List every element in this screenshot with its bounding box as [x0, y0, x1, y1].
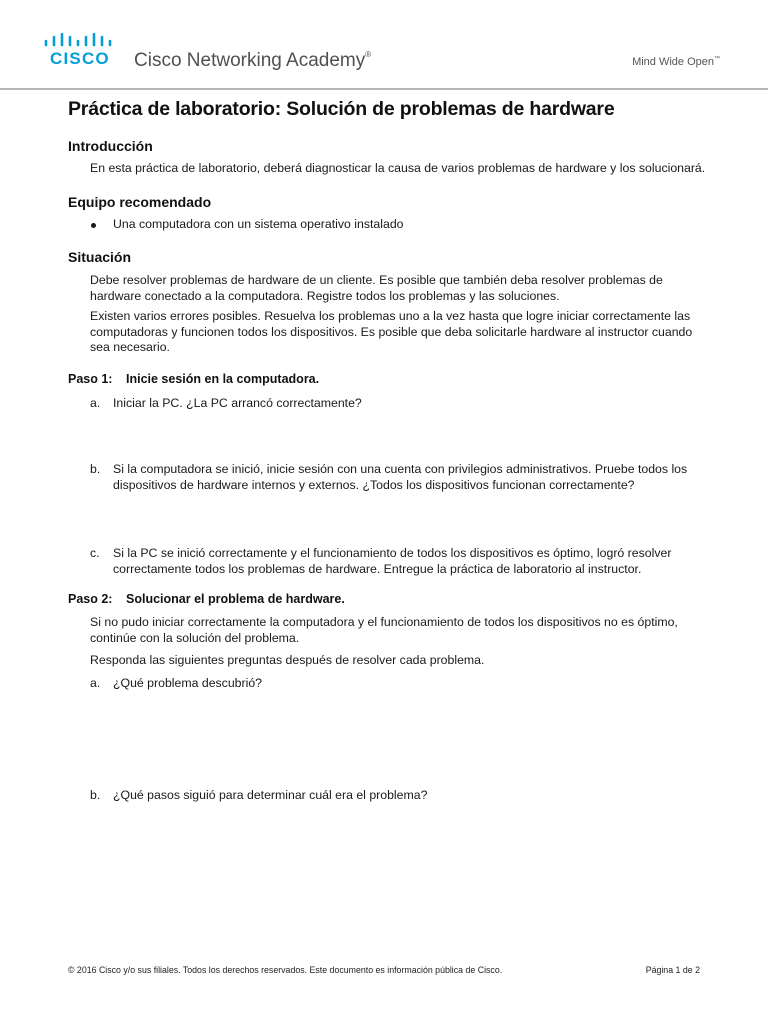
- cisco-bridge-logo-icon: [44, 33, 114, 47]
- section-heading-scenario: Situación: [68, 249, 132, 265]
- header-divider: [0, 88, 768, 90]
- list-item: b. Si la computadora se inició, inicie sesión con una cuenta con privilegios administrativos. Pruebe todos los dispositivos de hardware internos y externos. ¿Todos los dispositivos funcionan correctamente?: [90, 462, 688, 492]
- intro-text: En esta práctica de laboratorio, deberá diagnosticar la causa de varios problemas de hardware y los solucionará.: [90, 161, 706, 175]
- section-heading-intro: Introducción: [68, 138, 153, 154]
- section-heading-equipment: Equipo recomendado: [68, 193, 212, 210]
- list-item: a. Iniciar la PC. ¿La PC arrancó correctamente?: [90, 395, 362, 410]
- page-number: Página 1 de 2: [645, 965, 700, 975]
- copyright-notice: © 2016 Cisco y/o sus filiales. Todos los derechos reservados. Este documento es información pública de Cisco.: [68, 965, 503, 975]
- bullet-icon: [91, 223, 96, 228]
- list-item: a. ¿Qué problema descubrió?: [90, 675, 263, 690]
- document-body: [68, 96, 708, 804]
- page-title: Práctica de laboratorio: Solución de problemas de hardware: [68, 98, 615, 120]
- tagline: Mind Wide Open™: [632, 56, 720, 68]
- step-2-heading: Paso 2: Solucionar el problema de hardware.: [68, 592, 345, 606]
- step-1-heading: Paso 1: Inicie sesión en la computadora.: [68, 371, 320, 386]
- step-2-paragraph: Responda las siguientes preguntas después de resolver cada problema.: [90, 653, 485, 667]
- list-item: b. ¿Qué pasos siguió para determinar cuál era el problema?: [90, 788, 428, 802]
- scenario-paragraph: Existen varios errores posibles. Resuelva los problemas uno a la vez hasta que logre iniciar correctamente las computadoras y funcionen todos los dispositivos. Es posible que deba solicitarle hardware al instructor cuando sea necesario.: [90, 309, 693, 354]
- step-2-paragraph: Si no pudo iniciar correctamente la computadora y el funcionamiento de todos los dispositivos no es óptimo, continúe con la solución del problema.: [90, 615, 678, 645]
- list-item: Una computadora con un sistema operativo instalado: [68, 217, 708, 233]
- scenario-paragraph: Debe resolver problemas de hardware de un cliente. Es posible que también deba resolver problemas de hardware conectado a la computadora. Registre todos los problemas y las soluciones.: [90, 273, 663, 303]
- page-header: [0, 0, 768, 90]
- cisco-logo-text: CISCO: [50, 49, 110, 68]
- academy-name: Cisco Networking Academy®: [134, 50, 372, 71]
- list-item: c. Si la PC se inició correctamente y el funcionamiento de todos los dispositivos es óptimo, logró resolver correctamente todos los problemas de hardware. Entregue la práctica de laboratorio al instructor.: [90, 546, 672, 576]
